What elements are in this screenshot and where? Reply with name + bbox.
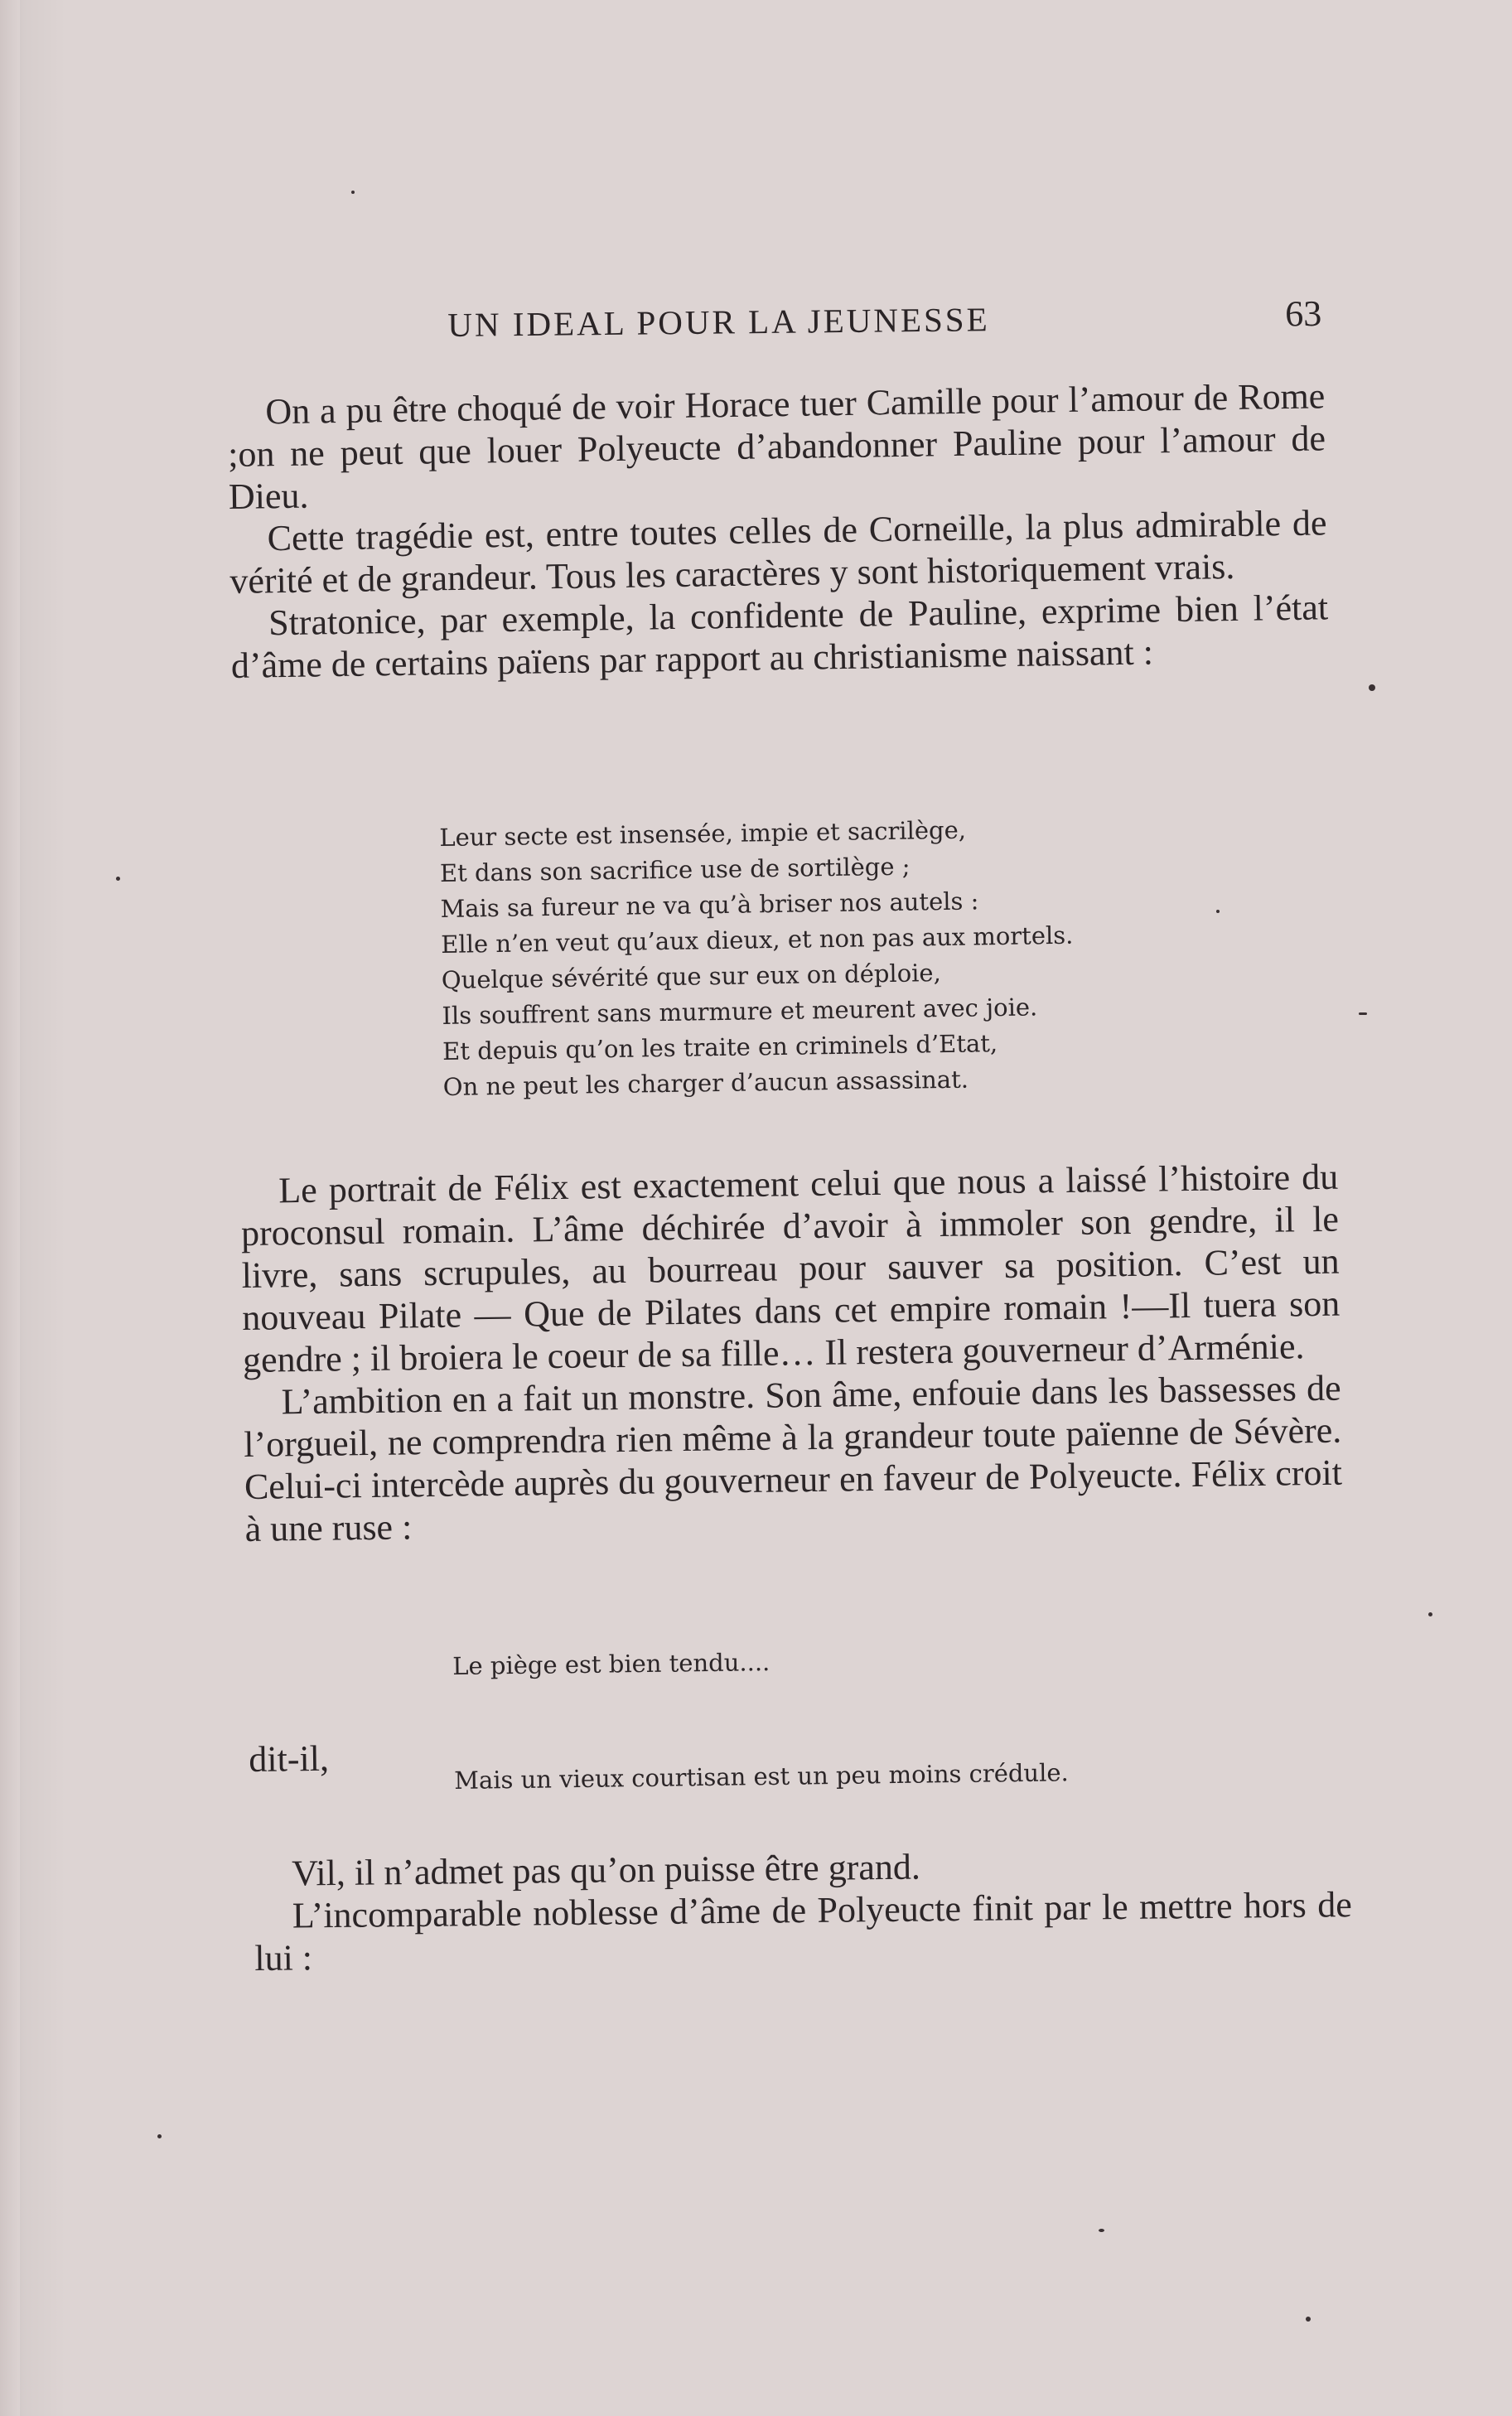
paragraph: Vil, il n’admet pas qu’on puisse être grand. bbox=[292, 1846, 921, 1894]
text-block-3 bbox=[254, 1841, 1353, 1979]
page-header bbox=[447, 289, 1322, 348]
verse-quotation-2 bbox=[452, 1640, 1115, 1684]
text-block-1 bbox=[227, 374, 1329, 687]
verse-line: Leur secte est insensée, impie et sacrilège, bbox=[439, 815, 967, 852]
verse-quotation-3 bbox=[454, 1753, 1200, 1799]
verse-line: Et depuis qu’on les traite en criminels d’Etat, bbox=[442, 1029, 998, 1065]
verse-line: Et dans son sacrifice use de sortilège ; bbox=[439, 852, 911, 887]
paper-speck bbox=[1359, 1012, 1367, 1015]
paper-speck bbox=[1428, 1612, 1432, 1616]
paper-speck bbox=[1369, 684, 1375, 691]
verse-line: On ne peut les charger d’aucun assassinat. bbox=[442, 1065, 969, 1101]
paragraph: Le portrait de Félix est exactement celui que nous a laissé l’histoire du proconsul romain. L’âme déchirée d’avoir à immoler son gendre, il le livre, sans scrupules, au bourreau pour sauver sa position. C’est un nouveau Pilate — Que de Pilates dans cet empire romain !—Il tuera son gendre ; il broiera le coeur de sa fille… Il restera gouverneur d’Arménie. bbox=[240, 1156, 1341, 1380]
page-number: 63 bbox=[1284, 292, 1322, 335]
verse-line: Mais un vieux courtisan est un peu moins crédule. bbox=[454, 1758, 1069, 1795]
verse-line: Le piège est bien tendu.... bbox=[452, 1647, 770, 1680]
paper-speck bbox=[1099, 2229, 1104, 2232]
paragraph: L’incomparable noblesse d’âme de Polyeucte finit par le mettre hors de lui : bbox=[254, 1884, 1352, 1979]
paper-speck bbox=[157, 2134, 162, 2138]
paper-speck bbox=[1306, 2317, 1311, 2322]
paragraph: Cette tragédie est, entre toutes celles de Corneille, la plus admirable de vérité et de grandeur. Tous les caractères y sont historiquement vrais. bbox=[229, 502, 1327, 602]
paragraph: L’ambition en a fait un monstre. Son âme, enfouie dans les bassesses de l’orgueil, ne comprendra rien même à la grandeur toute païenne de Sévère. Celui-ci intercède auprès du gouverneur en faveur de Polyeucte. Félix croit à une ruse : bbox=[244, 1367, 1343, 1549]
verse-line: Mais sa fureur ne va qu’à briser nos autels : bbox=[440, 887, 979, 923]
paper-speck bbox=[116, 877, 120, 881]
paragraph: On a pu être choqué de voir Horace tuer Camille pour l’amour de Rome ;on ne peut que louer Polyeucte d’abandonner Pauline pour l’amour de Dieu. bbox=[227, 375, 1326, 517]
text-block-2 bbox=[240, 1156, 1343, 1550]
paper-speck bbox=[1216, 910, 1220, 913]
paper-speck bbox=[351, 191, 355, 194]
verse-quotation-1 bbox=[439, 809, 1189, 1105]
verse-line: Elle n’en veut qu’aux dieux, et non pas aux mortels. bbox=[440, 920, 1074, 959]
inline-text-dit-il: dit-il, bbox=[249, 1737, 330, 1780]
page-gutter bbox=[0, 0, 20, 2416]
verse-line: Quelque sévérité que sur eux on déploie, bbox=[441, 959, 942, 994]
paragraph: Stratonice, par exemple, la confidente de Pauline, exprime bien l’état d’âme de certains païens par rapport au christianisme naissant : bbox=[230, 587, 1329, 686]
verse-line: Ils souffrent sans murmure et meurent avec joie. bbox=[442, 993, 1038, 1030]
running-head: UN IDEAL POUR LA JEUNESSE bbox=[447, 300, 990, 344]
